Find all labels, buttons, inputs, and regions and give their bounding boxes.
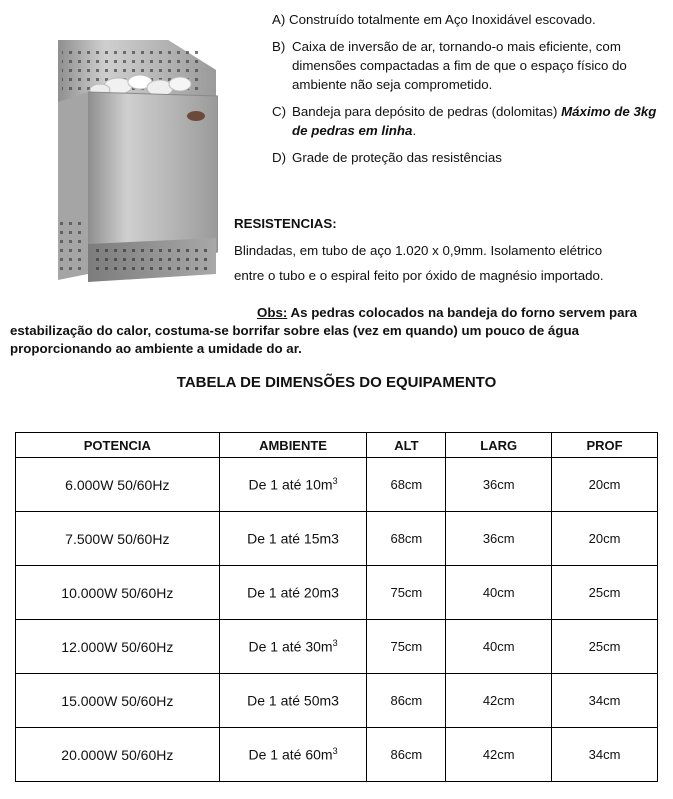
- feature-b: [272, 37, 667, 94]
- cell-potencia: 12.000W 50/60Hz: [16, 620, 220, 674]
- cell-potencia: 6.000W 50/60Hz: [16, 458, 220, 512]
- resistencias-text: [234, 238, 664, 288]
- header-prof: PROF: [552, 433, 658, 458]
- feature-c-text: Bandeja para depósito de pedras (dolomitas): [292, 104, 558, 119]
- feature-d-letter: D): [272, 150, 287, 165]
- table-row: [16, 512, 658, 566]
- cell-prof: 25cm: [552, 566, 658, 620]
- cell-alt: 75cm: [367, 566, 446, 620]
- cell-larg: 40cm: [446, 566, 552, 620]
- cell-larg: 36cm: [446, 512, 552, 566]
- feature-b-text: Caixa de inversão de ar, tornando-o mais eficiente, com dimensões compactadas a fim de que o espaço físico do ambiente não seja comprometido.: [292, 39, 627, 92]
- cell-potencia: 20.000W 50/60Hz: [16, 728, 220, 782]
- cell-larg: 42cm: [446, 728, 552, 782]
- obs-line2: estabilização do calor, costuma-se borrifar sobre elas (vez em quando) um pouco de água: [10, 323, 579, 338]
- feature-c-suffix: .: [412, 123, 417, 138]
- cell-ambiente: De 1 até $10m^3$: [219, 458, 367, 512]
- resistencias-line2: entre o tubo e o espiral feito por óxido de magnésio importado.: [234, 268, 604, 283]
- table-row: [16, 728, 658, 782]
- cell-ambiente: De 1 até 15m3: [219, 512, 367, 566]
- feature-a-text: Construído totalmente em Aço Inoxidável escovado.: [289, 12, 596, 27]
- feature-c-letter: C): [272, 104, 287, 119]
- table-row: [16, 620, 658, 674]
- cell-potencia: 10.000W 50/60Hz: [16, 566, 220, 620]
- obs-line1: As pedras colocados na bandeja do forno servem para: [287, 305, 638, 320]
- obs-line3: proporcionando ao ambiente a umidade do ar.: [10, 341, 302, 356]
- dimensions-table: [15, 432, 658, 782]
- cell-potencia: 7.500W 50/60Hz: [16, 512, 220, 566]
- resistencias-title: RESISTENCIAS:: [234, 216, 337, 231]
- cell-prof: 20cm: [552, 458, 658, 512]
- feature-b-letter: B): [272, 39, 286, 54]
- table-title: TABELA DE DIMENSÕES DO EQUIPAMENTO: [176, 374, 497, 391]
- cell-larg: 40cm: [446, 620, 552, 674]
- cell-ambiente: De 1 até $60m^3$: [219, 728, 367, 782]
- header-larg: LARG: [446, 433, 552, 458]
- cell-alt: 86cm: [367, 728, 446, 782]
- feature-c: [272, 102, 667, 140]
- table-header-row: [16, 433, 658, 458]
- features-list: [272, 10, 667, 175]
- feature-a: [272, 10, 667, 29]
- cell-alt: 68cm: [367, 512, 446, 566]
- obs-note: [10, 304, 665, 358]
- table-row: [16, 566, 658, 620]
- header-alt: ALT: [367, 433, 446, 458]
- feature-a-letter: A): [272, 12, 286, 27]
- cell-ambiente: De 1 até 50m3: [219, 674, 367, 728]
- table-row: [16, 674, 658, 728]
- header-potencia: POTENCIA: [16, 433, 220, 458]
- cell-prof: 20cm: [552, 512, 658, 566]
- feature-c-emphasis: Máximo de 3kg de pedras em linha: [292, 104, 657, 138]
- cell-prof: 34cm: [552, 674, 658, 728]
- sauna-heater-image: [48, 12, 218, 304]
- cell-prof: 25cm: [552, 620, 658, 674]
- obs-label: Obs:: [257, 305, 288, 320]
- cell-prof: 34cm: [552, 728, 658, 782]
- cell-larg: 42cm: [446, 674, 552, 728]
- header-ambiente: AMBIENTE: [219, 433, 367, 458]
- cell-alt: 68cm: [367, 458, 446, 512]
- feature-d-text: Grade de proteção das resistências: [292, 150, 502, 165]
- cell-ambiente: De 1 até 20m3: [219, 566, 367, 620]
- cell-larg: 36cm: [446, 458, 552, 512]
- table-row: [16, 458, 658, 512]
- cell-potencia: 15.000W 50/60Hz: [16, 674, 220, 728]
- feature-d: [272, 148, 667, 167]
- resistencias-line1: Blindadas, em tubo de aço 1.020 x 0,9mm. Isolamento elétrico: [234, 243, 603, 258]
- cell-ambiente: De 1 até $30m^3$: [219, 620, 367, 674]
- cell-alt: 86cm: [367, 674, 446, 728]
- cell-alt: 75cm: [367, 620, 446, 674]
